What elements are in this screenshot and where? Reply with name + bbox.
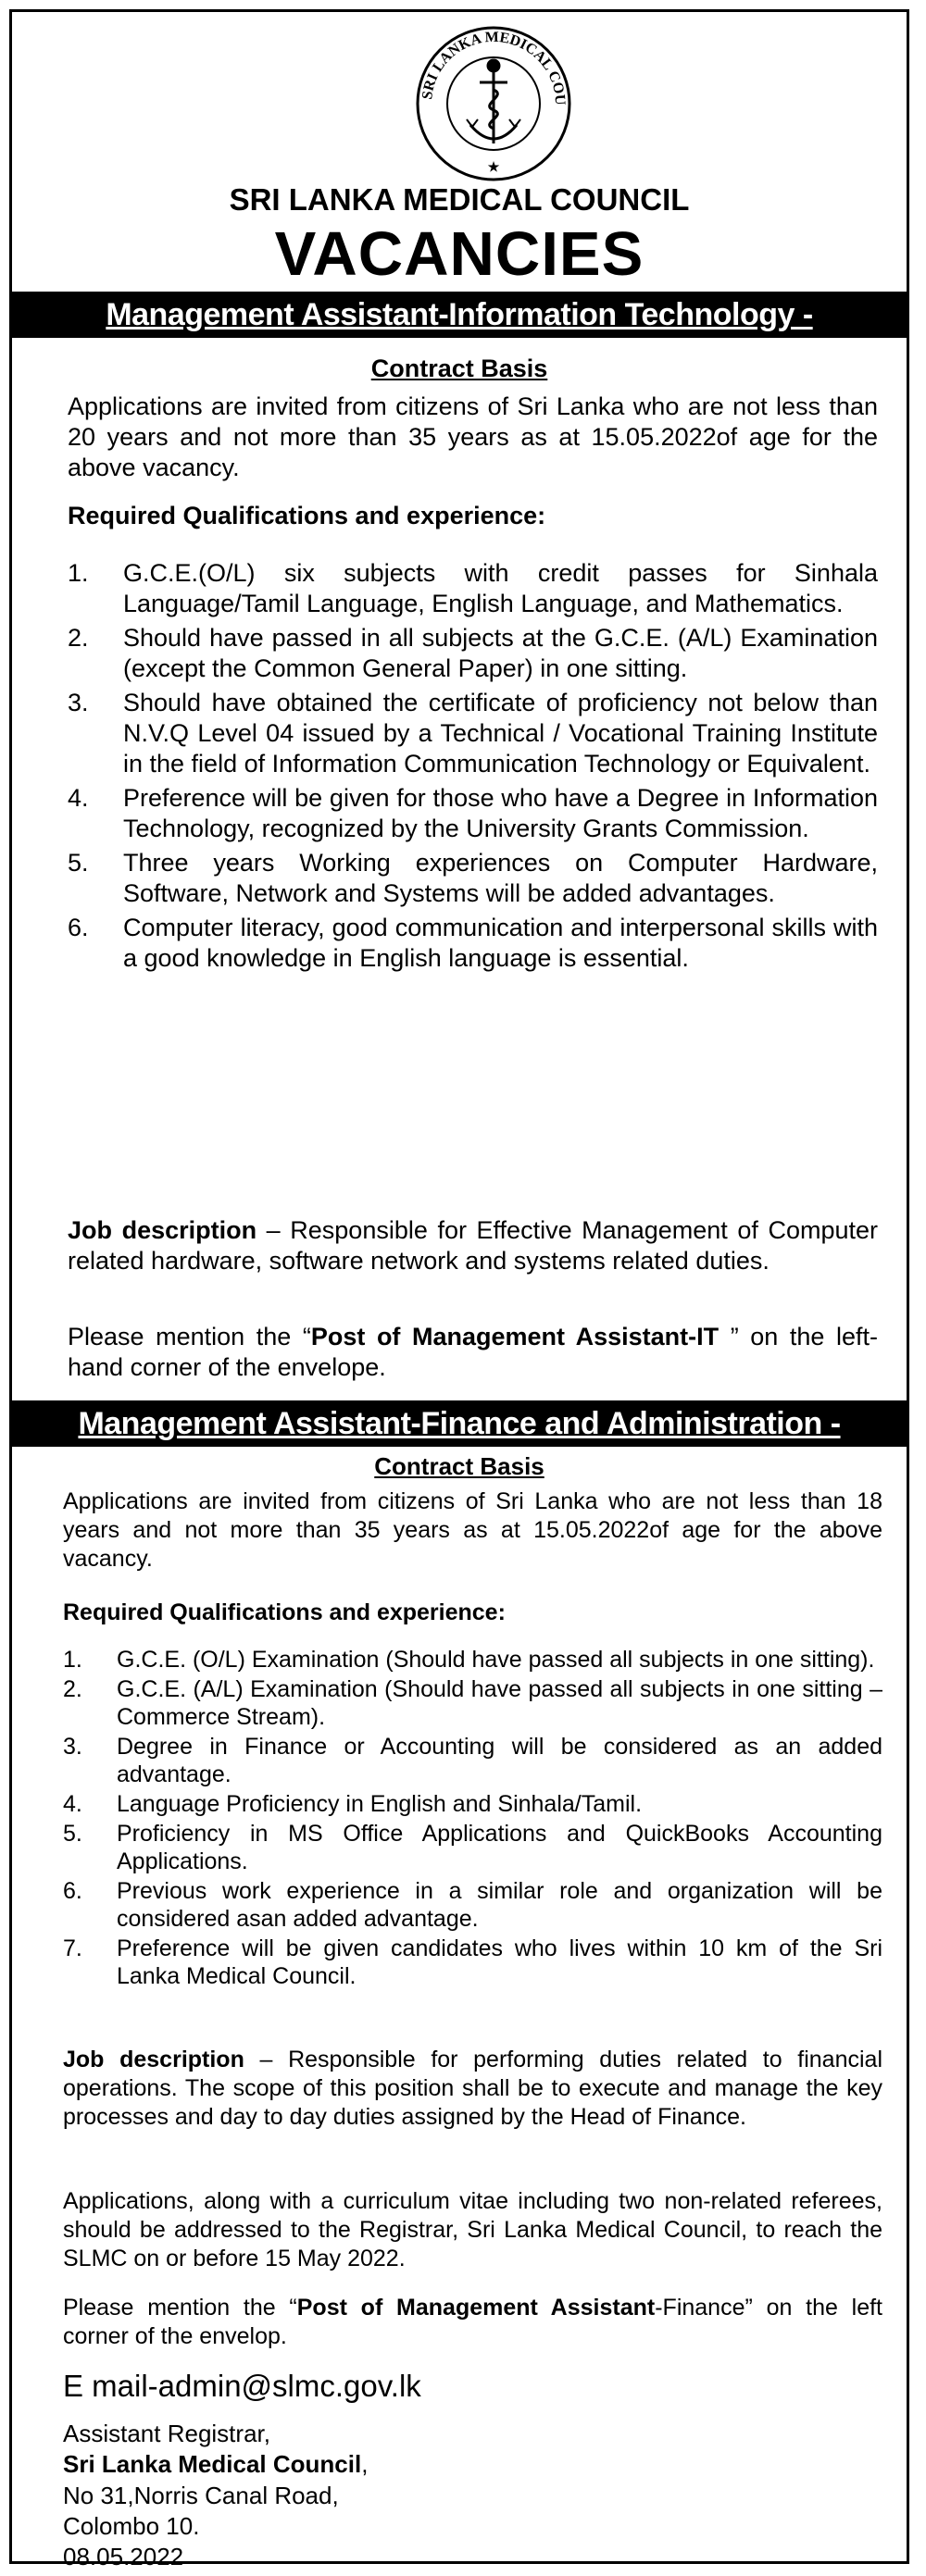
notice-date: 08.05.2022 (63, 2543, 184, 2570)
qualification-number: 5. (63, 1821, 82, 1847)
qualifications-list-finance (63, 1646, 882, 1992)
seal-graphic (415, 25, 572, 182)
qualification-item (68, 783, 878, 844)
mention-post-title-suffix: -Finance (655, 2295, 745, 2321)
intro-it: Applications are invited from citizens of Sri Lanka who are not less than 20 years and not more than 35 years as at 15.05.2022of age for the above vacancy. (68, 392, 878, 481)
mention-post-title: Post of Management Assistant (296, 2295, 656, 2321)
qualification-number: 5. (68, 849, 89, 877)
seal-star-icon: ★ (487, 159, 500, 174)
qualification-item (68, 558, 878, 619)
mention-note-it (68, 1322, 878, 1383)
qualification-item (68, 623, 878, 684)
organization-suffix: , (361, 2450, 369, 2478)
qualification-number: 1. (63, 1647, 82, 1673)
qualification-item (63, 1935, 882, 1990)
job-description-label: Job description (63, 2047, 244, 2072)
qualification-number: 2. (63, 1676, 82, 1702)
advertisement-page (9, 9, 909, 2570)
qualification-number: 3. (68, 689, 89, 716)
qualification-item (63, 1790, 882, 1818)
qualification-text: Should have passed in all subjects at the G.C.E. (A/L) Examination (except the Common General Paper) in one sitting. (123, 624, 878, 682)
qualifications-heading-it: Required Qualifications and experience: (68, 502, 546, 529)
qualification-text: Language Proficiency in English and Sinhala/Tamil. (117, 1791, 643, 1817)
qualification-text: Degree in Finance or Accounting will be considered as an added advantage. (117, 1734, 882, 1787)
qualification-number: 4. (63, 1791, 82, 1817)
seal-text: SRI LANKA MEDICAL COU (419, 29, 569, 106)
qualification-item (63, 1820, 882, 1875)
applications-note: Applications, along with a curriculum vitae including two non-related referees, should be addressed to the Registrar, Sri Lanka Medical Council, to reach the SLMC on or before 15 May 2022. (63, 2188, 882, 2271)
qualifications-heading-finance: Required Qualifications and experience: (63, 1599, 506, 1625)
qualification-item (63, 1675, 882, 1731)
page-title: VACANCIES (274, 219, 644, 289)
qualification-text: Computer literacy, good communication and interpersonal skills with a good knowledge in English language is essential. (123, 914, 878, 972)
signatory-organization (63, 2449, 368, 2480)
contract-basis-finance: Contract Basis (374, 1452, 544, 1480)
qualification-text: Three years Working experiences on Computer Hardware, Software, Network and Systems will be added advantages. (123, 849, 878, 907)
qualification-number: 4. (68, 784, 89, 812)
qualification-number: 6. (63, 1878, 82, 1904)
job-description-it (68, 1215, 878, 1276)
qualification-text: Preference will be given candidates who lives within 10 km of the Sri Lanka Medical Council. (117, 1935, 882, 1989)
qualification-item (68, 688, 878, 779)
organization-name: SRI LANKA MEDICAL COUNCIL (229, 182, 690, 217)
job-description-finance (63, 2046, 882, 2132)
mention-suffix: ” on the left-hand corner of the envelope. (68, 1323, 878, 1381)
mention-prefix: Please mention the “ (63, 2295, 297, 2321)
qualification-text: G.C.E. (A/L) Examination (Should have passed all subjects in one sitting – Commerce Stream). (117, 1676, 882, 1730)
qualification-text: G.C.E.(O/L) six subjects with credit passes for Sinhala Language/Tamil Language, English Language, and Mathematics. (123, 559, 878, 617)
qualification-item (63, 1877, 882, 1933)
signatory-designation: Assistant Registrar, (63, 2420, 270, 2447)
qualification-number: 7. (63, 1935, 82, 1961)
qualification-item (68, 913, 878, 974)
qualification-number: 6. (68, 914, 89, 941)
address-line-1: No 31,Norris Canal Road, (63, 2482, 339, 2509)
organization-bold: Sri Lanka Medical Council (63, 2450, 362, 2478)
qualification-text: Previous work experience in a similar role and organization will be considered asan added advantage. (117, 1878, 882, 1932)
mention-note-finance (63, 2294, 882, 2351)
job-description-text: – Responsible for Effective Management of Computer related hardware, software network and systems related duties. (68, 1216, 878, 1275)
qualification-text: Preference will be given for those who have a Degree in Information Technology, recognized by the University Grants Commission. (123, 784, 878, 842)
mention-prefix: Please mention the “ (68, 1323, 311, 1350)
qualification-number: 3. (63, 1734, 82, 1760)
job-description-label: Job description (68, 1216, 257, 1244)
qualification-number: 1. (68, 559, 89, 587)
qualification-text: Should have obtained the certificate of proficiency not below than N.V.Q Level 04 issued by a Technical / Vocational Training Institute in the field of Information Communication Technology or Equivalent. (123, 689, 878, 778)
qualification-text: Proficiency in MS Office Applications and QuickBooks Accounting Applications. (117, 1821, 882, 1874)
intro-finance: Applications are invited from citizens of Sri Lanka who are not less than 18 years and not more than 35 years as at 15.05.2022of age for the above vacancy. (63, 1488, 882, 1572)
mention-post-title: Post of Management Assistant-IT (310, 1323, 720, 1350)
position-title-it: Management Assistant-Information Technology - (12, 292, 907, 338)
qualification-item (63, 1733, 882, 1788)
mention-suffix: ” on the left corner of the envelop. (63, 2295, 883, 2349)
council-seal (415, 25, 572, 182)
contact-email[interactable]: E mail-admin@slmc.gov.lk (63, 2369, 421, 2403)
qualification-text: G.C.E. (O/L) Examination (Should have passed all subjects in one sitting). (117, 1647, 875, 1673)
anchor-staff-icon (467, 60, 520, 143)
qualifications-list-it (68, 558, 878, 977)
qualification-item (68, 848, 878, 909)
address-line-2: Colombo 10. (63, 2512, 200, 2540)
position-title-finance: Management Assistant-Finance and Administration - (12, 1400, 907, 1447)
qualification-number: 2. (68, 624, 89, 652)
contract-basis-it: Contract Basis (370, 355, 548, 382)
qualification-item (63, 1646, 882, 1674)
job-description-text: – Responsible for performing duties related to financial operations. The scope of this position shall be to execute and manage the key processes and day to day duties assigned by the Head of Finance. (63, 2047, 883, 2130)
